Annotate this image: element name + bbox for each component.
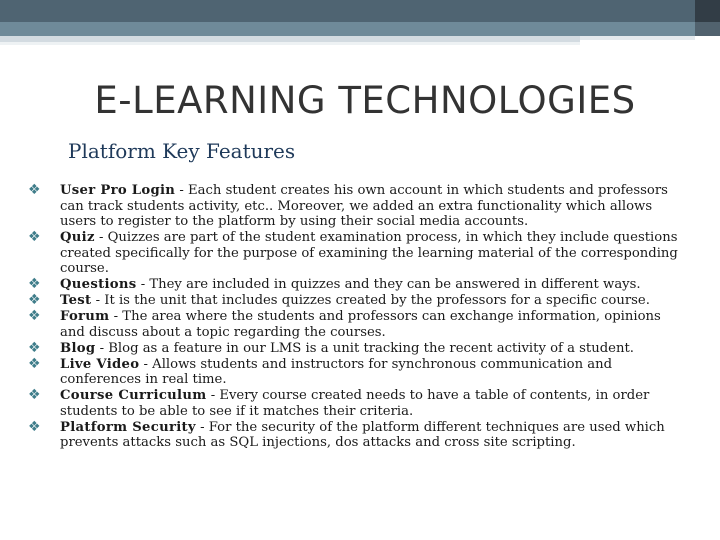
feature-item xyxy=(28,309,688,340)
feature-term: Live Video xyxy=(60,356,140,372)
feature-item xyxy=(28,341,688,357)
diamond-bullet-icon: ❖ xyxy=(28,418,41,435)
feature-description: - Blog as a feature in our LMS is a unit tracking the recent activity of a student. xyxy=(95,340,634,356)
feature-description: - Every course created needs to have a table of contents, in order students to be able to see if it matches their criteria. xyxy=(60,388,650,419)
feature-term: Platform Security xyxy=(60,419,196,435)
diamond-bullet-icon: ❖ xyxy=(28,182,41,198)
feature-term: User Pro Login xyxy=(60,183,176,198)
feature-item xyxy=(28,357,688,388)
feature-term: Questions xyxy=(60,277,137,292)
feature-item xyxy=(28,277,688,293)
feature-description: - The area where the students and professors can exchange information, opinions and discuss about a topic regarding the courses. xyxy=(60,309,661,340)
slide-subtitle: Platform Key Features xyxy=(68,139,296,163)
feature-description: - For the security of the platform different techniques are used which prevents attacks such as SQL injections, dos attacks and cross site scripting. xyxy=(60,419,665,450)
header-light-stripe-short xyxy=(580,36,695,40)
feature-description: - Allows students and instructors for synchronous communication and conferences in real time. xyxy=(60,356,613,387)
feature-description: - They are included in quizzes and they can be answered in different ways. xyxy=(136,277,641,292)
feature-term: Course Curriculum xyxy=(60,388,207,403)
feature-term: Quiz xyxy=(60,230,95,245)
feature-description: - Each student creates his own account in which students and professors can track students activity, etc.. Moreover, we added an extra functionality which allows users to register to the platform by using their social media accounts. xyxy=(60,183,668,229)
feature-list xyxy=(28,183,688,451)
feature-item xyxy=(28,293,688,309)
feature-item xyxy=(28,388,688,419)
feature-description: - It is the unit that includes quizzes created by the professors for a specific course. xyxy=(91,293,650,308)
slide-title: E-LEARNING TECHNOLOGIES xyxy=(94,79,636,122)
feature-item xyxy=(28,230,688,277)
feature-term: Blog xyxy=(60,340,96,356)
header-accent-band-corner xyxy=(695,22,720,36)
diamond-bullet-icon: ❖ xyxy=(28,355,41,372)
diamond-bullet-icon: ❖ xyxy=(28,276,41,292)
diamond-bullet-icon: ❖ xyxy=(28,387,41,403)
header-band xyxy=(0,0,695,22)
header-band-corner xyxy=(695,0,720,22)
feature-description: - Quizzes are part of the student examination process, in which they include questions created specifically for the purpose of examining the learning material of the corresponding course. xyxy=(60,230,678,276)
feature-item xyxy=(28,183,688,230)
diamond-bullet-icon: ❖ xyxy=(28,292,41,308)
header-accent-band xyxy=(0,22,695,36)
diamond-bullet-icon: ❖ xyxy=(28,339,41,356)
diamond-bullet-icon: ❖ xyxy=(28,308,41,324)
feature-term: Test xyxy=(60,293,92,308)
feature-item xyxy=(28,420,688,451)
header-fade-stripe xyxy=(0,42,580,45)
feature-term: Forum xyxy=(60,309,110,324)
diamond-bullet-icon: ❖ xyxy=(28,229,41,245)
